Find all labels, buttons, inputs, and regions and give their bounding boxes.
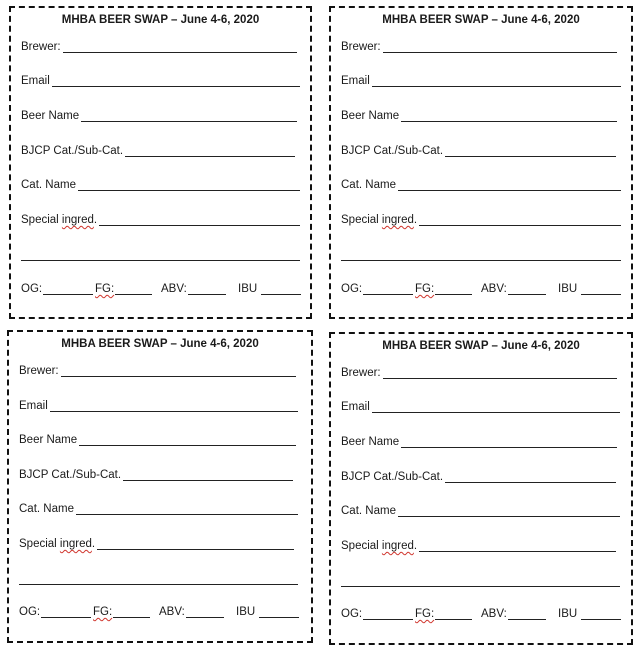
fg-label: FG: [415, 283, 435, 295]
ibu-label: IBU [558, 283, 578, 295]
beer-name-label: Beer Name [19, 434, 78, 446]
card-title: MHBA BEER SWAP – June 4-6, 2020 [61, 338, 259, 350]
ibu-label: IBU [558, 608, 578, 620]
abv-label: ABV: [159, 606, 185, 618]
beer-name-field[interactable] [79, 435, 296, 446]
stats-row [341, 608, 621, 624]
abv-field[interactable] [508, 609, 546, 620]
cat-name-label: Cat. Name [19, 503, 74, 515]
brewer-field[interactable] [383, 368, 617, 379]
og-label: OG: [21, 283, 43, 295]
email-row [341, 401, 620, 413]
og-label: OG: [19, 606, 41, 618]
bjcp-row [341, 471, 616, 483]
swap-card-bottom-left [7, 330, 313, 643]
abv-field[interactable] [186, 607, 224, 618]
email-field[interactable] [372, 402, 620, 413]
ibu-field[interactable] [581, 284, 621, 295]
cat-name-field[interactable] [398, 506, 620, 517]
beer-name-field[interactable] [81, 111, 297, 122]
bjcp-field[interactable] [123, 470, 293, 481]
swap-card-top-right [329, 6, 633, 319]
brewer-row [341, 367, 617, 379]
fg-field[interactable] [115, 284, 152, 295]
special-ingredients-label: Special ingred. [341, 540, 418, 552]
email-field[interactable] [52, 76, 300, 87]
card-title: MHBA BEER SWAP – June 4-6, 2020 [382, 340, 580, 352]
cat-name-field[interactable] [76, 504, 298, 515]
swap-card-top-left [9, 6, 312, 319]
fg-label: FG: [415, 608, 435, 620]
og-label: OG: [341, 608, 363, 620]
email-row [341, 75, 621, 87]
beer-name-row [341, 110, 617, 122]
stats-row [19, 606, 301, 622]
brewer-label: Brewer: [19, 365, 59, 377]
abv-field[interactable] [188, 284, 226, 295]
bjcp-label: BJCP Cat./Sub-Cat. [341, 471, 444, 483]
beer-name-row [341, 436, 617, 448]
email-row [19, 400, 298, 412]
brewer-row [19, 365, 296, 377]
fg-field[interactable] [435, 609, 472, 620]
brewer-row [21, 41, 297, 53]
bjcp-field[interactable] [445, 472, 616, 483]
og-field[interactable] [363, 284, 413, 295]
special-ingredients-row [19, 538, 294, 550]
cat-name-field[interactable] [398, 180, 621, 191]
stats-row [21, 283, 300, 299]
special-ingredients-row [341, 214, 621, 226]
bjcp-label: BJCP Cat./Sub-Cat. [19, 469, 122, 481]
special-ingredients-label: Special ingred. [19, 538, 96, 550]
card-title: MHBA BEER SWAP – June 4-6, 2020 [382, 14, 580, 26]
brewer-label: Brewer: [341, 41, 381, 53]
extra-line[interactable] [21, 260, 300, 261]
email-field[interactable] [372, 76, 621, 87]
og-label: OG: [341, 283, 363, 295]
ibu-field[interactable] [581, 609, 621, 620]
special-ingredients-field[interactable] [97, 539, 294, 550]
bjcp-row [341, 145, 616, 157]
beer-name-row [21, 110, 297, 122]
ibu-label: IBU [236, 606, 256, 618]
fg-field[interactable] [435, 284, 472, 295]
cat-name-label: Cat. Name [341, 179, 396, 191]
abv-field[interactable] [508, 284, 546, 295]
brewer-field[interactable] [383, 42, 617, 53]
beer-name-row [19, 434, 296, 446]
beer-name-field[interactable] [401, 111, 617, 122]
abv-label: ABV: [481, 283, 507, 295]
email-label: Email [19, 400, 48, 412]
fg-field[interactable] [113, 607, 150, 618]
cat-name-label: Cat. Name [21, 179, 76, 191]
beer-name-field[interactable] [401, 437, 617, 448]
email-field[interactable] [50, 401, 298, 412]
cat-name-label: Cat. Name [341, 505, 396, 517]
og-field[interactable] [363, 609, 413, 620]
email-row [21, 75, 300, 87]
special-ingredients-field[interactable] [419, 541, 616, 552]
brewer-field[interactable] [63, 42, 297, 53]
ibu-label: IBU [238, 283, 258, 295]
cat-name-row [21, 179, 300, 191]
bjcp-label: BJCP Cat./Sub-Cat. [341, 145, 444, 157]
ibu-field[interactable] [261, 284, 301, 295]
bjcp-row [19, 469, 293, 481]
beer-name-label: Beer Name [341, 110, 400, 122]
abv-label: ABV: [161, 283, 187, 295]
bjcp-field[interactable] [445, 146, 616, 157]
special-ingredients-field[interactable] [99, 215, 300, 226]
brewer-field[interactable] [61, 366, 296, 377]
brewer-row [341, 41, 617, 53]
cat-name-field[interactable] [78, 180, 300, 191]
stats-row [341, 283, 621, 299]
special-ingredients-label: Special ingred. [341, 214, 418, 226]
email-label: Email [21, 75, 50, 87]
brewer-label: Brewer: [21, 41, 61, 53]
beer-name-label: Beer Name [21, 110, 80, 122]
cat-name-row [19, 503, 298, 515]
abv-label: ABV: [481, 608, 507, 620]
beer-name-label: Beer Name [341, 436, 400, 448]
card-title: MHBA BEER SWAP – June 4-6, 2020 [61, 14, 260, 26]
bjcp-row [21, 145, 295, 157]
extra-line[interactable] [341, 586, 620, 587]
cat-name-row [341, 179, 621, 191]
bjcp-label: BJCP Cat./Sub-Cat. [21, 145, 124, 157]
email-label: Email [341, 401, 370, 413]
fg-label: FG: [93, 606, 113, 618]
fg-label: FG: [95, 283, 115, 295]
special-ingredients-row [341, 540, 616, 552]
special-ingredients-row [21, 214, 300, 226]
special-ingredients-field[interactable] [419, 215, 621, 226]
extra-line[interactable] [341, 260, 621, 261]
brewer-label: Brewer: [341, 367, 381, 379]
extra-line[interactable] [19, 584, 298, 585]
special-ingredients-label: Special ingred. [21, 214, 98, 226]
og-field[interactable] [43, 284, 93, 295]
email-label: Email [341, 75, 370, 87]
ibu-field[interactable] [259, 607, 299, 618]
og-field[interactable] [41, 607, 91, 618]
bjcp-field[interactable] [125, 146, 295, 157]
cat-name-row [341, 505, 620, 517]
swap-card-bottom-right [329, 332, 633, 645]
